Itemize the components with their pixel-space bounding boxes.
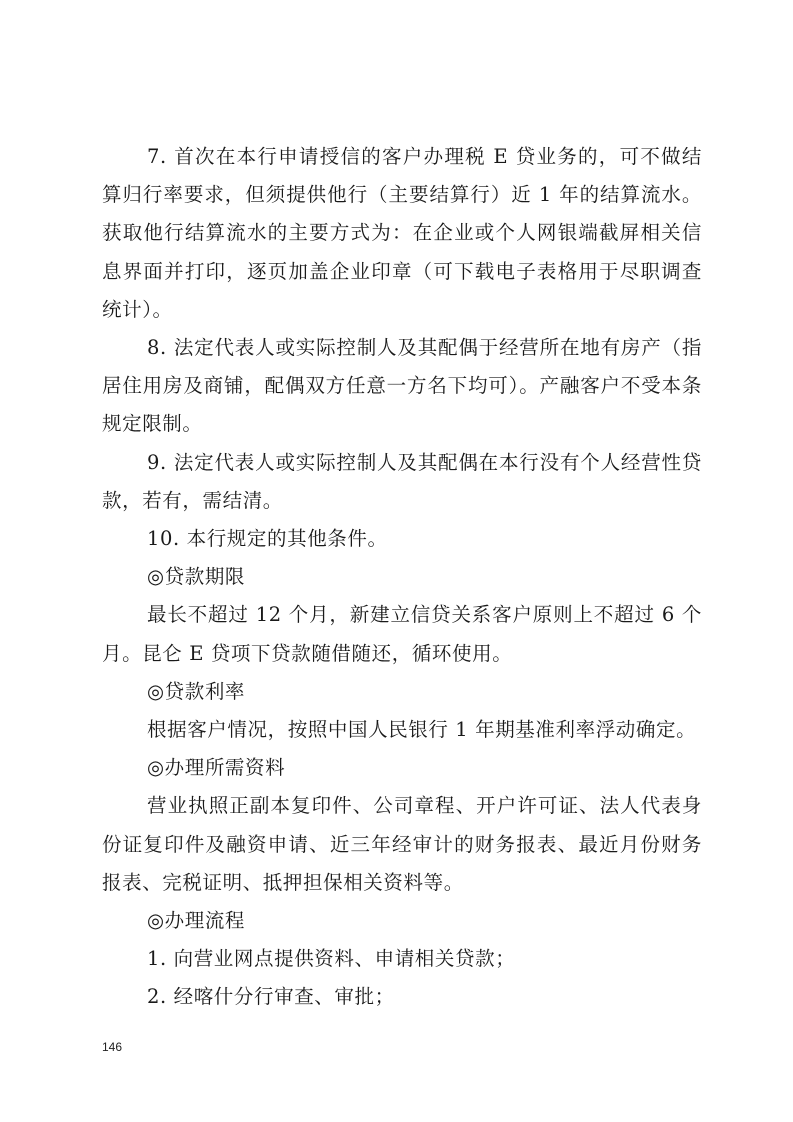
section-heading-loan-term: ◎贷款期限 [147,565,246,589]
paragraph-item-10: 10. 本行规定的其他条件。 [147,527,388,551]
section-heading-loan-rate: ◎贷款利率 [147,679,246,703]
process-step-2: 2. 经喀什分行审查、审批； [147,985,395,1009]
process-step-1: 1. 向营业网点提供资料、申请相关贷款； [147,947,516,971]
loan-rate-text: 根据客户情况，按照中国人民银行 1 年期基准利率浮动确定。 [147,718,697,742]
section-heading-process: ◎办理流程 [147,909,246,933]
page-number: 146 [102,1040,123,1054]
required-documents-text: 营业执照正副本复印件、公司章程、开户许可证、法人代表身份证复印件及融资申请、近三年经审计的财务报表、最近月份财务报表、完税证明、抵押担保相关资料等。 [102,794,702,894]
paragraph-item-8: 8. 法定代表人或实际控制人及其配偶于经营所在地有房产（指居住用房及商铺，配偶双方任意一方名下均可）。产融客户不受本条规定限制。 [102,336,702,436]
paragraph-item-9: 9. 法定代表人或实际控制人及其配偶在本行没有个人经营性贷款，若有，需结清。 [102,450,702,512]
paragraph-item-7: 7. 首次在本行申请授信的客户办理税 E 贷业务的，可不做结算归行率要求，但须提供他行（主要结算行）近 1 年的结算流水。获取他行结算流水的主要方式为：在企业或个人网银端截屏相关信息界面并打印，逐页加盖企业印章（可下载电子表格用于尽职调查统计）。 [102,145,702,321]
page-body [102,138,702,1017]
section-heading-required-documents: ◎办理所需资料 [147,756,286,780]
loan-term-text: 最长不超过 12 个月，新建立信贷关系客户原则上不超过 6 个月。昆仑 E 贷项下贷款随借随还，循环使用。 [102,603,702,665]
